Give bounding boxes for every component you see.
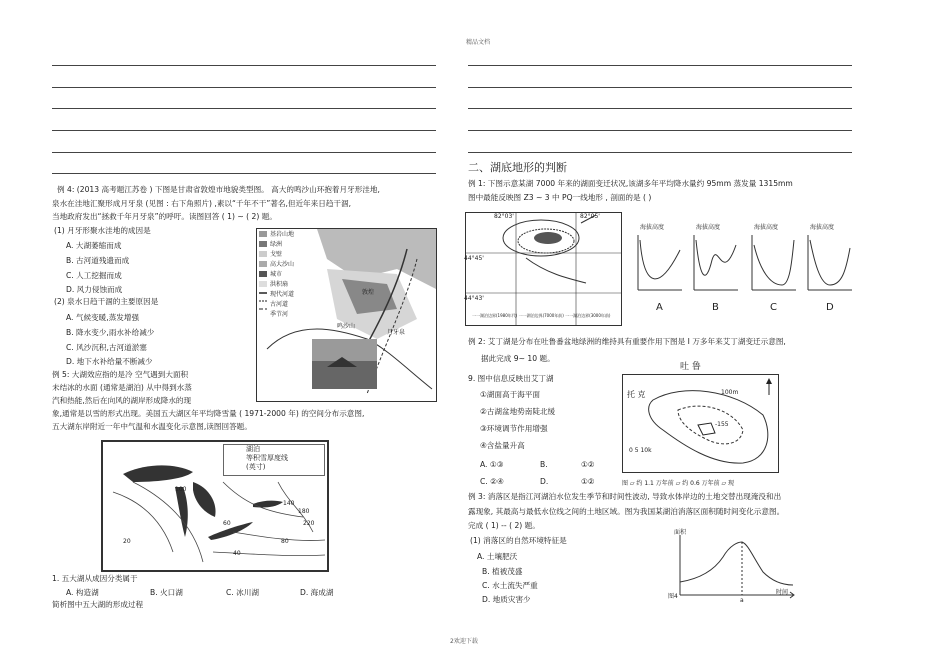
example1-text: 图中最能反映图 Z3 ~ 3 中 PQ一线地形 , 剖面的是 ( ) [468, 193, 652, 202]
map-title: 吐 鲁 [680, 362, 701, 372]
question: 9. 图中信息反映出艾丁湖 [468, 374, 554, 383]
legend-item: 古河道 [270, 301, 289, 308]
legend-unit: (英寸) [246, 463, 266, 471]
map-label: 100m [721, 389, 739, 396]
page-header: 精品文档 [466, 39, 491, 46]
area-time-graph [668, 527, 798, 607]
example5-text: 象,通常是以雪的形式出现。美国五大湖区年平均降雪量 ( 1971-2000 年) 的空间分布示意图, [52, 409, 365, 418]
map-label: -155 [715, 421, 729, 428]
contour-label: 100 [175, 486, 187, 493]
example1-text: 例 1: 下图示意某湖 7000 年来的湖面变迁状况,该湖多年平均降水量约 95mm 蒸发量 1315mm [468, 179, 793, 188]
map-coord: 82°05' [580, 213, 600, 220]
answer-line [468, 152, 852, 153]
page-footer: 2欢迎下载 [450, 638, 478, 645]
map-legend: 图 ▱ 约 1.1 万年前 ▱ 约 0.6 万年前 ▱ 现 [622, 480, 734, 487]
map-coord: 82°03' [494, 213, 514, 220]
profile-letter: B [712, 302, 719, 313]
option: A. 构造湖 [66, 588, 99, 597]
contour-label: 220 [303, 520, 315, 527]
option: C. 水土流失严重 [482, 581, 538, 590]
option: A. 土壤肥沃 [477, 552, 518, 561]
answer-line [468, 65, 852, 66]
dunhuang-map [256, 228, 437, 402]
answer-line [52, 173, 436, 174]
profile-heading: 海拔高度 [810, 224, 835, 231]
question: 简析图中五大湖的形成过程 [52, 600, 144, 609]
example5-text: 五大湖东岸附近一年中气温和水温变化示意图,读图回答题。 [52, 422, 252, 431]
legend-item: 洪积扇 [270, 281, 289, 288]
legend-item: 现代河道 [270, 291, 295, 298]
map-coord: 44°45' [464, 255, 484, 262]
graph-xlabel: 时间 [776, 589, 789, 596]
answer-line [52, 130, 436, 131]
example4-text: 泉水在洼地汇聚形成月牙泉 (见图 : 右下角照片) ,素以“千年不干”著名,但近年来日趋干涸, [52, 199, 352, 208]
answer-line [52, 87, 436, 88]
answer-line [468, 87, 852, 88]
legend-item: 戈壁 [270, 251, 283, 258]
option: B. [540, 460, 548, 469]
option: A. 大湖萎缩而成 [66, 241, 122, 250]
graph-label: 图4 [668, 593, 678, 600]
answer-line [468, 108, 852, 109]
answer-line [52, 108, 436, 109]
map-legend: 一一湖泊边界(1980年代) 一一湖泊边界(7000年前) 一一湖泊边界(3000年前) [472, 313, 611, 318]
option: C. 人工挖掘而成 [66, 271, 122, 280]
answer-line [52, 65, 436, 66]
question: (2) 泉水日趋干涸的主要原因是 [54, 297, 159, 306]
example5-text: 例 5: 大湖效应指的是冷 空气遇到大面积 [52, 370, 189, 379]
legend-lake: 湖泊 [246, 445, 260, 453]
graph-ylabel: 面积 [674, 529, 687, 536]
option: B. 植被茂盛 [482, 567, 523, 576]
map-label-desert: 鸣沙山 [337, 323, 356, 330]
option: D. 地质灾害少 [482, 595, 531, 604]
option: B. 降水变少,雨水补给减少 [66, 328, 155, 337]
contour-label: 80 [281, 538, 289, 545]
statement: ①湖面高于海平面 [480, 390, 540, 399]
option: D. 风力侵蚀而成 [66, 285, 123, 294]
example2-text: 例 2: 艾丁湖是分布在吐鲁番盆地绿洲的维持具有重要作用下图是 I 万多年来艾丁湖变迁示意图, [468, 337, 786, 346]
example3-text: 完成 ( 1) -- ( 2) 题。 [468, 521, 540, 530]
question: 1. 五大湖从成因分类属于 [52, 574, 138, 583]
example2-text: 据此完成 9~ 10 题。 [481, 354, 555, 363]
legend-item: 绿洲 [270, 241, 283, 248]
profile-letter: C [770, 302, 777, 313]
option: C. 风沙沉积,古河道淤塞 [66, 343, 147, 352]
great-lakes-map [101, 440, 329, 572]
answer-line [468, 130, 852, 131]
option: C. ②④ [480, 477, 504, 486]
legend-item: 高大沙山 [270, 261, 295, 268]
example3-text: 露现象, 其最高与最低水位线之间的土地区域。图为我国某湖泊消落区面积随时间变化示意图。 [468, 507, 785, 516]
profile-letter: D [826, 302, 834, 313]
statement: ④含盐量升高 [480, 441, 525, 450]
legend-item: 城市 [270, 271, 283, 278]
option: B. 古河道残遗而成 [66, 256, 130, 265]
option: D. [540, 477, 549, 486]
option: C. 冰川湖 [226, 588, 259, 597]
statement: ③环境调节作用增强 [480, 424, 548, 433]
legend-item: 季节河 [270, 311, 289, 318]
option: A. 气候变暖,蒸发增强 [66, 313, 140, 322]
option: D. 地下水补给量不断减少 [66, 357, 153, 366]
aiding-lake-map [622, 374, 779, 473]
profile-heading: 海拔高度 [696, 224, 721, 231]
contour-label: 180 [298, 508, 310, 515]
statement: ②古湖盆地势南陡北缓 [480, 407, 556, 416]
option: ①② [581, 477, 595, 486]
map-label-spring: 月牙泉 [387, 329, 406, 336]
option: D. 海成湖 [300, 588, 334, 597]
example4-text: 当地政府发出“拯救千年月牙泉”的呼吁。读图回答 ( 1) ~ ( 2) 题。 [52, 212, 277, 221]
example4-text: 例 4: (2013 高考题江苏卷 ) 下图是甘肃省敦煌市地貌类型图。 高大的鸣沙山环抱着月牙形洼地, [57, 185, 380, 194]
contour-label: 40 [233, 550, 241, 557]
graph-mark: a [740, 597, 744, 604]
profile-heading: 海拔高度 [754, 224, 779, 231]
option: ①② [581, 460, 595, 469]
answer-line [52, 152, 436, 153]
contour-label: 140 [283, 500, 295, 507]
map-label-city: 敦煌 [362, 289, 375, 296]
profile-heading: 海拔高度 [640, 224, 665, 231]
contour-label: 60 [223, 520, 231, 527]
option: A. ①③ [480, 460, 504, 469]
profile-options [630, 222, 860, 322]
legend-line: 等积雪厚度线 [246, 454, 288, 462]
map-coord: 44°43' [464, 295, 484, 302]
question: (1) 消落区的自然环境特征是 [470, 536, 567, 545]
section-title: 二、湖底地形的判断 [468, 161, 567, 174]
example5-text: 未结冰的水面 (通常是湖泊) 从中得到水蒸 [52, 383, 192, 392]
profile-letter: A [656, 302, 663, 313]
map-scale: 0 5 10k [629, 447, 652, 454]
example5-text: 汽和热能,然后在向风的湖岸形成降水的现 [52, 396, 192, 405]
question: (1) 月牙形聚水洼地的成因是 [54, 226, 151, 235]
lake-map [465, 212, 622, 326]
contour-label: 20 [123, 538, 131, 545]
example3-text: 例 3: 消落区是指江河湖泊水位发生季节和时间性波动, 导致水体岸边的土地交替出现淹没和出 [468, 492, 782, 501]
map-place: 托 克 [627, 390, 646, 399]
map-legend [223, 444, 325, 476]
legend-item: 基岩山地 [270, 231, 295, 238]
option: B. 火口湖 [150, 588, 183, 597]
